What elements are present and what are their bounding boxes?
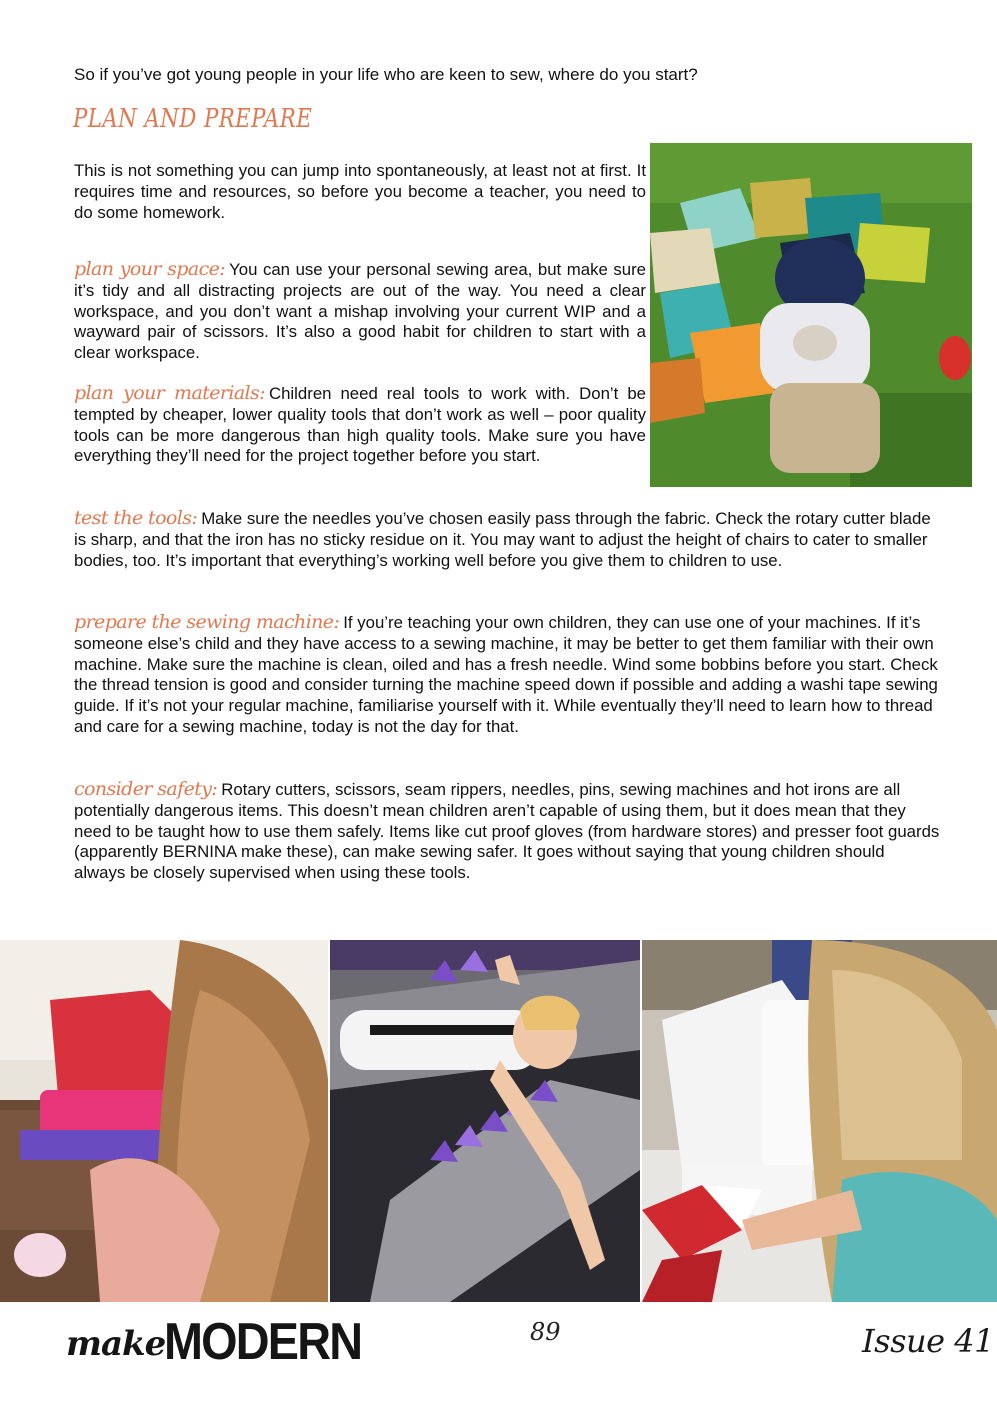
logo-modern-text: MODERN bbox=[164, 1313, 362, 1371]
section-heading: PLAN AND PREPARE bbox=[73, 104, 313, 134]
section-label: prepare the sewing machine: bbox=[74, 611, 340, 633]
section-body: Make sure the needles you’ve chosen easily pass through the fabric. Check the rotary cutter blade is sharp, and that the iron has no sticky residue on it. You may want to adjust the height of chairs to cater to smaller bodies, too. It’s important that everything’s working well before you give them to children to use. bbox=[74, 509, 931, 570]
section-test-tools bbox=[74, 508, 940, 571]
section-label: test the tools: bbox=[74, 507, 198, 529]
section-plan-materials bbox=[74, 383, 646, 467]
section-body: If you’re teaching your own children, they can use one of your machines. If it’s someone else’s child and they have access to a sewing machine, it may be better to get them familiar with their own machine. Make sure the machine is clean, oiled and has a fresh needle. Wind some bobbins before you start. Check the thread tension is good and consider turning the machine speed down if possible and adding a washi tape sewing guide. If it’s not your regular machine, familiarise yourself with it. While eventually they’ll need to learn how to thread and care for a sewing machine, today is not the day for that. bbox=[74, 613, 938, 736]
section-label: plan your materials: bbox=[74, 382, 265, 404]
section-label: plan your space: bbox=[74, 258, 226, 280]
opening-paragraph: This is not something you can jump into spontaneously, at least not at first. It requires time and resources, so before you become a teacher, you need to do some homework. bbox=[74, 161, 646, 222]
section-label: consider safety: bbox=[74, 778, 218, 800]
page-number: 89 bbox=[530, 1318, 561, 1346]
photo-child-on-quilt bbox=[330, 940, 640, 1302]
section-body: Rotary cutters, scissors, seam rippers, needles, pins, sewing machines and hot irons are all potentially dangerous items. This doesn’t mean children aren’t capable of using them, but it does mean that they need to be taught how to use them safely. Items like cut proof gloves (from hardware stores) and presser foot guards (apparently BERNINA make these), can make sewing safer. It goes without saying that young children should always be closely supervised when using these tools. bbox=[74, 780, 940, 883]
intro-text: So if you’ve got young people in your life who are keen to sew, where do you start? bbox=[74, 65, 698, 84]
magazine-logo bbox=[66, 1312, 366, 1372]
photo-child-sewing-machine bbox=[0, 940, 328, 1302]
section-prepare-machine bbox=[74, 612, 940, 738]
photo-child-on-grass bbox=[650, 143, 972, 487]
issue-label: Issue 41 bbox=[862, 1322, 994, 1360]
photo-child-white-machine bbox=[642, 940, 997, 1302]
section-plan-space bbox=[74, 259, 646, 364]
section-body: Children need real tools to work with. Don’t be tempted by cheaper, lower quality tools that don’t work as well – poor quality tools can be more dangerous than high quality tools. Make sure you have everything they’ll need for the project together before you start. bbox=[74, 384, 646, 466]
section-consider-safety bbox=[74, 779, 940, 884]
logo-make-text: make bbox=[66, 1324, 166, 1364]
section-body: You can use your personal sewing area, but make sure it’s tidy and all distracting projects are out of the way. You need a clear workspace, and you don’t want a mishap involving your current WIP and a wayward pair of scissors. It’s also a good habit for children to start with a clear workspace. bbox=[74, 260, 646, 363]
